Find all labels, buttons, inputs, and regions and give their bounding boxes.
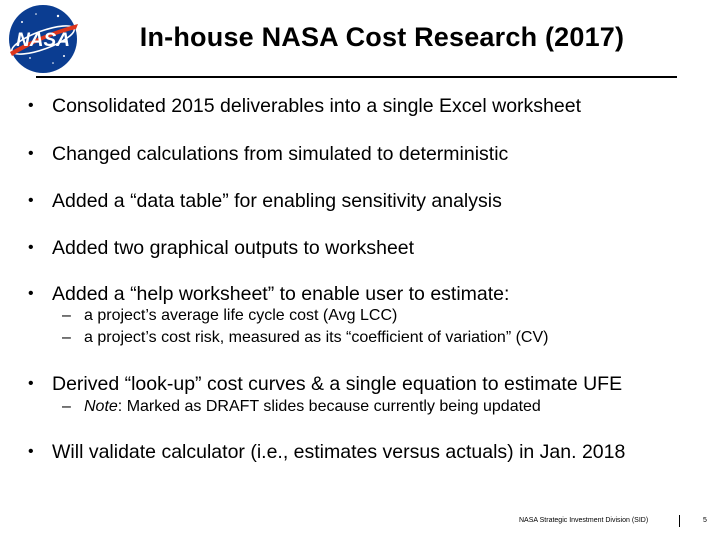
note-item xyxy=(62,398,541,416)
sub-bullet-text: a project’s average life cycle cost (Avg LCC) xyxy=(84,307,398,324)
sub-bullet-item xyxy=(62,307,397,325)
bullet-item xyxy=(28,237,414,260)
bullet-item xyxy=(28,95,581,118)
footer-org: NASA Strategic Investment Division (SID) xyxy=(519,517,649,524)
bullet-marker: • xyxy=(28,145,34,162)
title-underline xyxy=(36,76,677,78)
logo-wordmark: NASA xyxy=(16,30,70,51)
note-text: : Marked as DRAFT slides because currently being updated xyxy=(117,398,541,415)
sub-bullet-item xyxy=(62,329,548,347)
bullet-text: Added a “help worksheet” to enable user to estimate: xyxy=(52,283,510,305)
bullet-text: Changed calculations from simulated to deterministic xyxy=(52,143,509,165)
bullet-marker: • xyxy=(28,239,34,256)
sub-bullet-marker: – xyxy=(62,329,71,346)
bullet-item xyxy=(28,441,625,464)
bullet-item xyxy=(28,283,509,306)
bullet-marker: • xyxy=(28,192,34,209)
bullet-text: Derived “look-up” cost curves & a single equation to estimate UFE xyxy=(52,373,623,395)
sub-bullet-marker: – xyxy=(62,398,71,415)
slide-title: In-house NASA Cost Research (2017) xyxy=(139,22,625,52)
bullet-marker: • xyxy=(28,443,34,460)
bullet-item xyxy=(28,373,622,396)
bullet-text: Consolidated 2015 deliverables into a single Excel worksheet xyxy=(52,95,581,117)
bullet-marker: • xyxy=(28,285,34,302)
sub-bullet-text: a project’s cost risk, measured as its “coefficient of variation” (CV) xyxy=(84,329,549,346)
bullet-text: Added two graphical outputs to worksheet xyxy=(52,237,415,259)
note-label: Note xyxy=(84,398,118,415)
page-number: 5 xyxy=(703,517,707,524)
bullet-text: Will validate calculator (i.e., estimates versus actuals) in Jan. 2018 xyxy=(52,441,626,463)
bullet-text: Added a “data table” for enabling sensitivity analysis xyxy=(52,190,502,212)
bullet-item xyxy=(28,143,508,166)
bullet-marker: • xyxy=(28,97,34,114)
footer-divider xyxy=(679,515,680,527)
bullet-item xyxy=(28,190,502,213)
sub-bullet-marker: – xyxy=(62,307,71,324)
bullet-marker: • xyxy=(28,375,34,392)
